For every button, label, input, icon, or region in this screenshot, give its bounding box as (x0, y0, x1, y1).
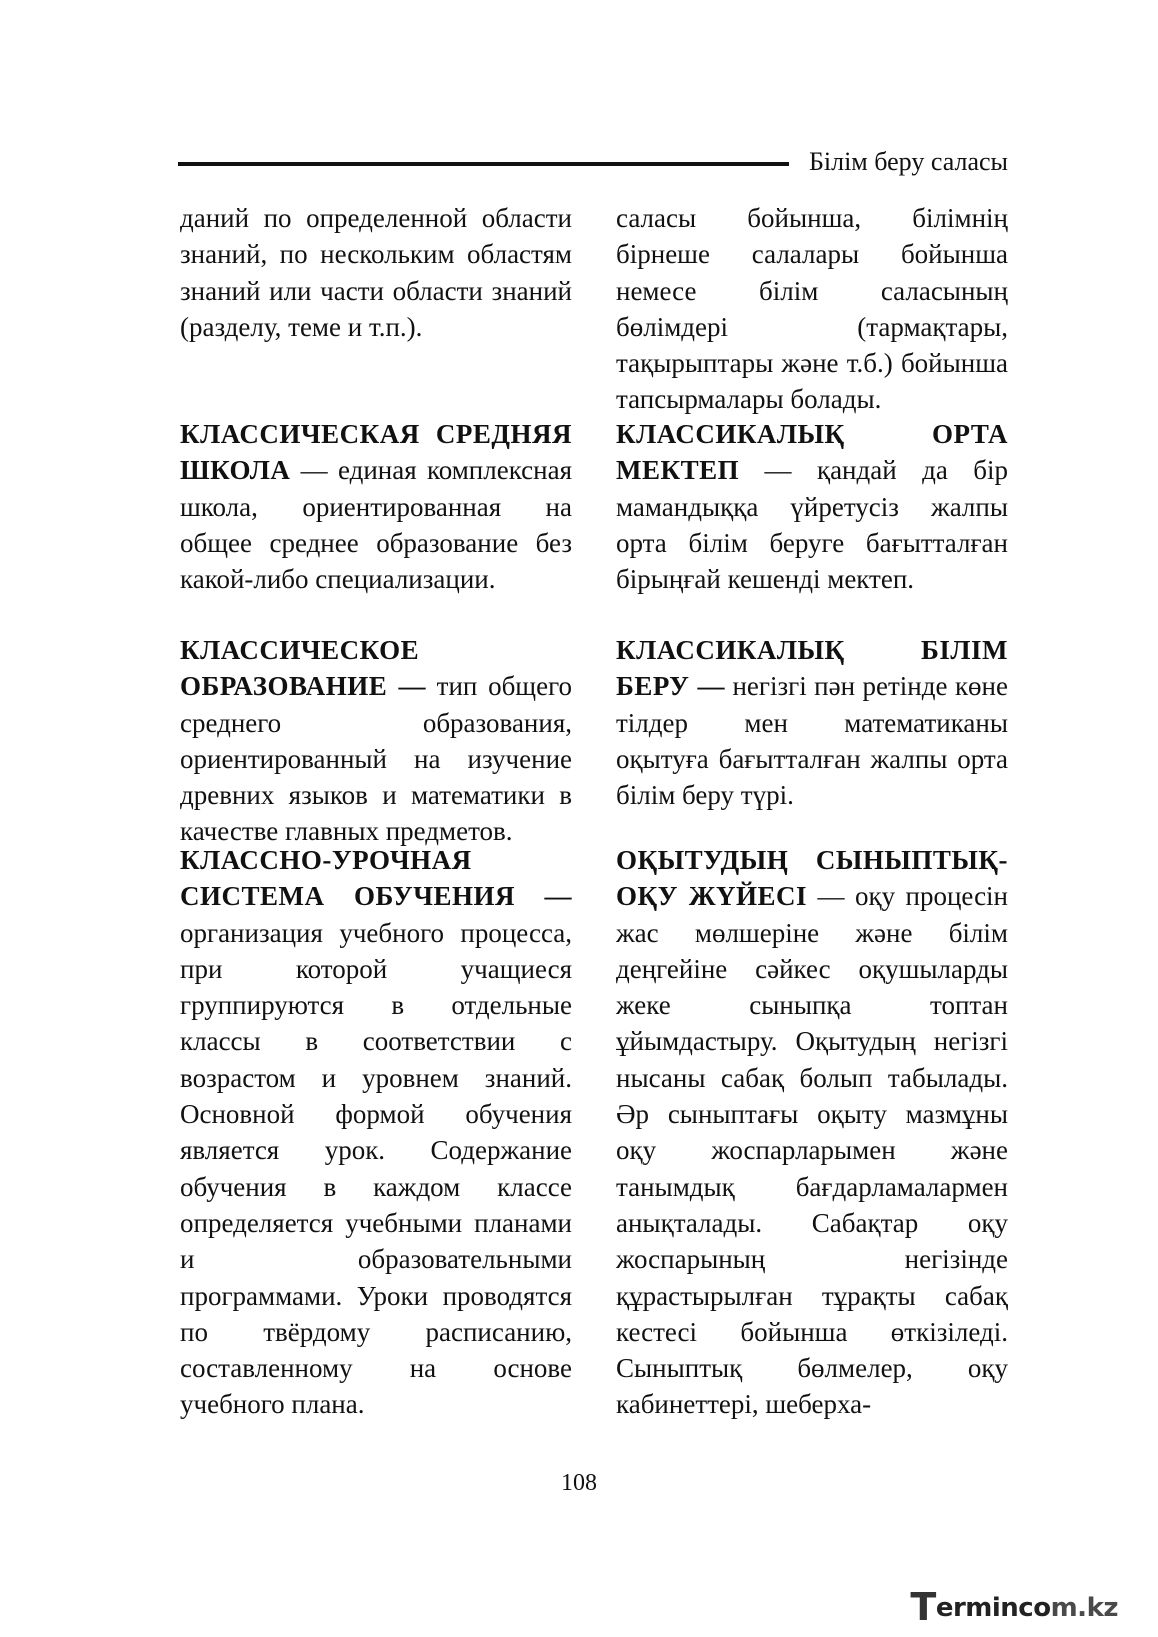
right-column (616, 200, 1008, 1423)
entry-term: КЛАССИЧЕСКАЯ СРЕДНЯЯ ШКОЛА (180, 419, 572, 486)
entry-term: ОҚЫТУДЫҢ СЫНЫПТЫҚ-ОҚУ ЖҮЙЕСІ (616, 845, 1008, 912)
watermark-tail: m.kz (1050, 1593, 1118, 1623)
entry-text: — единая комплексная школа, ориентированная на общее среднее образование без какой-либо специализации. (180, 455, 572, 595)
entry-text: — оқу процесін жас мөлшеріне және білім деңгейіне сәйкес оқушыларды жеке сыныпқа топтан ұйымдастыру. Оқытудың негізгі нысаны сабақ болып табылады. Әр сыныптағы оқыту мазмұны оқу жоспарларымен және танымдық бағдарламалармен анықталады. Сабақтар оқу жоспарының негізінде құрастырылған тұрақты сабақ кестесі бойынша өткізіледі. Сыныптық бөлмелер, оқу кабинеттері, шеберха- (616, 881, 1009, 1420)
entry-text: негізгі пән ретінде көне тілдер мен математиканы оқытуға бағытталған жалпы орта білім беру түрі. (616, 671, 1008, 811)
entry-classical-education-ru (180, 632, 572, 847)
left-column (180, 200, 572, 1423)
watermark-o: o (1033, 1593, 1051, 1623)
entry-class-lesson-system-kz (616, 842, 1008, 1423)
entry-text: даний по определенной области знаний, по нескольким областям знаний или части области знаний (разделу, теме и т.п.). (180, 203, 572, 342)
entry-classical-education-kz (616, 632, 1008, 842)
watermark-lead: T (910, 1585, 936, 1629)
entry-classical-school-ru (180, 416, 572, 632)
watermark-mid: erminc (935, 1593, 1034, 1623)
entry-term: КЛАССИЧЕСКОЕ ОБРАЗОВАНИЕ — (180, 635, 426, 702)
entry-continuation-kz (616, 200, 1008, 416)
entry-term: КЛАССНО-УРОЧНАЯ СИСТЕМА ОБУЧЕНИЯ — (180, 845, 572, 912)
entry-text: саласы бойынша, білімнің бірнеше салалары бойынша немесе білім саласының бөлімдері (тармақтары, тақырыптары және т.б.) бойынша тапсырмалары болады. (616, 203, 1008, 415)
running-header: Білім беру саласы (808, 147, 1008, 176)
entry-text: тип общего среднего образования, ориентированный на изучение древних языков и математики в качестве главных предметов. (180, 671, 572, 847)
entry-term: КЛАССИКАЛЫҚ ОРТА МЕКТЕП (616, 419, 1008, 486)
header-rule (178, 162, 789, 166)
entry-text: — қандай да бір мамандыққа үйретусіз жалпы орта білім беруге бағытталған бірыңғай кешенді мектеп. (616, 455, 1008, 595)
entry-classical-school-kz (616, 416, 1008, 632)
page-number: 108 (561, 1470, 597, 1496)
entry-class-lesson-system-ru (180, 842, 572, 1423)
entry-text: организация учебного процесса, при которой учащиеся группируются в отдельные классы в соответствии с возрастом и уровнем знаний. Основной формой обучения является урок. Содержание обучения в каждом классе определяется учебными планами и образовательными программами. Уроки проводятся по твёрдому расписанию, составленному на основе учебного плана. (180, 917, 572, 1420)
entry-continuation-ru (180, 200, 572, 416)
entry-term: КЛАССИКАЛЫҚ БІЛІМ БЕРУ — (616, 635, 1008, 702)
site-watermark (910, 1585, 1118, 1629)
